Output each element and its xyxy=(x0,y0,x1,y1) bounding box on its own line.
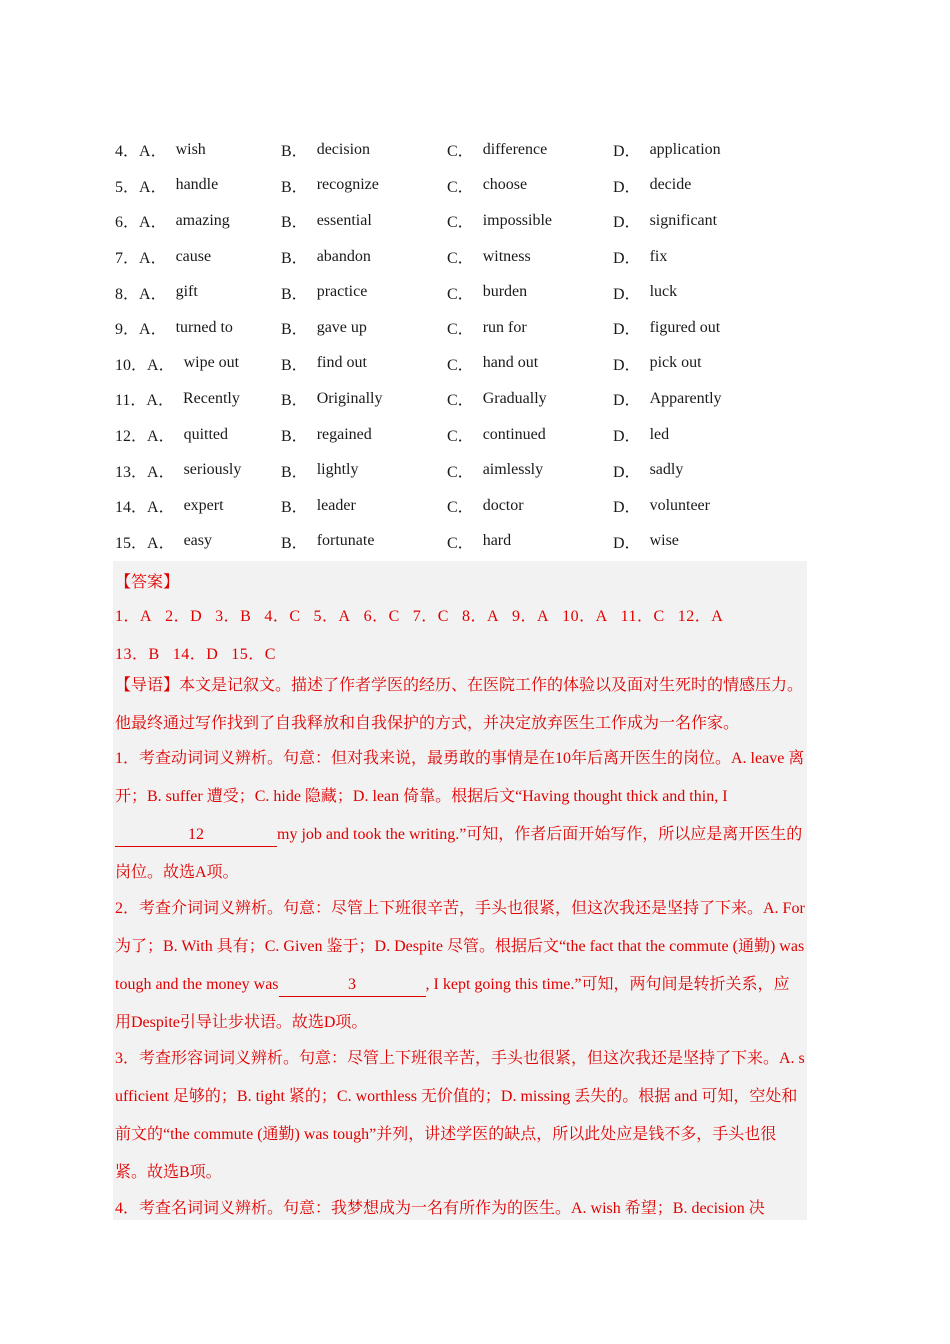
option-letter: D． xyxy=(613,356,641,374)
option-letter: D． xyxy=(613,214,641,232)
option-d xyxy=(613,281,813,304)
option-text: easy xyxy=(183,532,213,550)
explanation-2-post: , I kept going this time.”可知，两句间是转折关系，应用Despite引导让步状语。故选D项。 xyxy=(115,976,790,1031)
option-letter: B． xyxy=(281,321,308,339)
option-letter: C． xyxy=(447,250,474,268)
option-row xyxy=(115,381,815,417)
option-text: leader xyxy=(316,496,356,514)
option-text: essential xyxy=(316,211,372,229)
question-number: 7． xyxy=(115,250,140,268)
option-text: Recently xyxy=(182,389,240,407)
option-row xyxy=(115,203,815,239)
option-b xyxy=(281,530,447,553)
option-letter: B． xyxy=(281,534,308,552)
option-text: lightly xyxy=(316,461,359,479)
answer-item: 9．A xyxy=(512,608,550,625)
option-letter: A． xyxy=(139,214,167,232)
option-letter: B． xyxy=(281,499,308,517)
option-text: expert xyxy=(183,496,224,514)
option-a xyxy=(115,387,281,410)
guide-paragraph xyxy=(115,667,805,743)
question-number: 6． xyxy=(115,214,140,232)
option-text: doctor xyxy=(482,496,524,514)
option-b xyxy=(281,387,447,410)
option-text: burden xyxy=(482,283,528,301)
option-letter: B． xyxy=(281,250,308,268)
option-letter: B． xyxy=(281,463,308,481)
option-row xyxy=(115,417,815,453)
option-b xyxy=(281,316,447,339)
option-d xyxy=(613,245,813,268)
option-letter: C． xyxy=(447,321,474,339)
option-text: volunteer xyxy=(649,496,710,514)
option-text: led xyxy=(649,425,670,443)
option-text: wise xyxy=(649,532,679,550)
option-row xyxy=(115,524,815,560)
option-c xyxy=(447,138,613,161)
question-number: 14． xyxy=(115,499,148,517)
option-b xyxy=(281,352,447,375)
option-letter: A． xyxy=(139,143,167,161)
option-letter: A． xyxy=(147,534,175,552)
options-list xyxy=(115,132,815,559)
option-text: difference xyxy=(482,140,548,158)
option-letter: D． xyxy=(613,534,641,552)
option-letter: D． xyxy=(613,285,641,303)
answer-item: 7．C xyxy=(412,608,449,625)
answer-item: 14．D xyxy=(172,646,219,663)
option-letter: C． xyxy=(447,356,474,374)
guide-label: 【导语】 xyxy=(115,677,180,694)
option-d xyxy=(613,530,813,553)
option-text: hard xyxy=(482,532,512,550)
option-text: turned to xyxy=(175,318,233,336)
option-letter: B． xyxy=(281,356,308,374)
option-text: wish xyxy=(175,140,206,158)
option-text: run for xyxy=(482,318,527,336)
option-c xyxy=(447,316,613,339)
option-text: fortunate xyxy=(316,532,375,550)
option-letter: A． xyxy=(147,356,175,374)
option-text: Originally xyxy=(316,389,383,407)
option-letter: A． xyxy=(139,178,167,196)
option-b xyxy=(281,423,447,446)
option-letter: C． xyxy=(447,428,474,446)
question-number: 10． xyxy=(115,356,148,374)
option-letter: D． xyxy=(613,321,641,339)
option-text: fix xyxy=(649,247,668,265)
option-text: application xyxy=(649,140,721,158)
explanation-2-pre: 2．考查介词词义辨析。句意：尽管上下班很辛苦，手头也很紧，但这次我还是坚持了下来。A. For 为了；B. With 具有；C. Given 鉴于；D. Despite 尽管。根据后文“the fact that the commute (通勤) was tough and the money was xyxy=(115,900,805,993)
explanation-1 xyxy=(115,740,805,892)
option-row xyxy=(115,310,815,346)
answer-item: 4．C xyxy=(264,608,301,625)
answer-item: 10．A xyxy=(562,608,608,625)
answer-item: 1．A xyxy=(115,608,153,625)
option-a xyxy=(115,174,281,197)
option-row xyxy=(115,452,815,488)
option-letter: D． xyxy=(613,499,641,517)
option-letter: C． xyxy=(447,178,474,196)
option-text: gave up xyxy=(316,318,367,336)
option-text: seriously xyxy=(183,461,242,479)
option-letter: A． xyxy=(139,321,167,339)
option-letter: A． xyxy=(147,499,175,517)
option-d xyxy=(613,459,813,482)
option-a xyxy=(115,281,281,304)
option-a xyxy=(115,494,281,517)
option-text: cause xyxy=(175,247,212,265)
option-c xyxy=(447,494,613,517)
option-d xyxy=(613,423,813,446)
option-row xyxy=(115,346,815,382)
option-c xyxy=(447,423,613,446)
question-number: 11． xyxy=(115,392,147,410)
explanation-1-pre: 1．考查动词词义辨析。句意：但对我来说，最勇敢的事情是在10年后离开医生的岗位。A. leave 离开；B. suffer 遭受；C. hide 隐藏；D. lean 倚靠。根据后文“Having thought thick and thin, I xyxy=(115,750,805,805)
explanation-3: 3．考查形容词词义辨析。句意：尽管上下班很辛苦，手头也很紧，但这次我还是坚持了下来。A. sufficient 足够的；B. tight 紧的；C. worthless 无价值的；D. missing 丢失的。根据 and 可知，空处和前文的“the commute (通勤) was tough”并列，讲述学医的缺点，所以此处应是钱不多，手头也很紧。故选B项。 xyxy=(115,1050,805,1181)
option-letter: D． xyxy=(613,392,641,410)
option-text: pick out xyxy=(649,354,702,372)
option-d xyxy=(613,387,813,410)
option-letter: C． xyxy=(447,499,474,517)
option-letter: C． xyxy=(447,143,474,161)
option-letter: D． xyxy=(613,143,641,161)
option-text: continued xyxy=(482,425,546,443)
option-text: figured out xyxy=(649,318,721,336)
question-number: 13． xyxy=(115,463,148,481)
option-d xyxy=(613,494,813,517)
option-c xyxy=(447,387,613,410)
option-text: sadly xyxy=(649,461,684,479)
option-d xyxy=(613,174,813,197)
option-text: hand out xyxy=(482,354,539,372)
option-a xyxy=(115,209,281,232)
option-a xyxy=(115,459,281,482)
option-text: significant xyxy=(649,211,718,229)
option-b xyxy=(281,174,447,197)
answer-item: 11．C xyxy=(620,608,665,625)
option-letter: C． xyxy=(447,534,474,552)
option-row xyxy=(115,239,815,275)
option-letter: A． xyxy=(147,463,175,481)
option-letter: D． xyxy=(613,463,641,481)
question-number: 12． xyxy=(115,428,148,446)
option-letter: C． xyxy=(447,285,474,303)
option-d xyxy=(613,138,813,161)
blank-12: 12 xyxy=(115,824,277,847)
option-text: witness xyxy=(482,247,531,265)
option-text: abandon xyxy=(316,247,371,265)
option-c xyxy=(447,174,613,197)
option-text: recognize xyxy=(316,176,379,194)
option-text: Apparently xyxy=(649,389,722,407)
option-a xyxy=(115,316,281,339)
option-letter: B． xyxy=(281,214,308,232)
answer-heading: 【答案】 xyxy=(115,574,180,591)
option-letter: B． xyxy=(281,428,308,446)
option-c xyxy=(447,209,613,232)
option-a xyxy=(115,138,281,161)
option-d xyxy=(613,209,813,232)
option-row xyxy=(115,488,815,524)
option-letter: C． xyxy=(447,463,474,481)
option-letter: A． xyxy=(139,285,167,303)
explanation-4: 4．考查名词词义辨析。句意：我梦想成为一名有所作为的医生。A. wish 希望；B. decision 决 xyxy=(115,1200,765,1217)
option-text: decide xyxy=(649,176,692,194)
option-text: decision xyxy=(316,140,371,158)
option-row xyxy=(115,132,815,168)
answer-item: 5．A xyxy=(313,608,351,625)
option-c xyxy=(447,459,613,482)
option-a xyxy=(115,423,281,446)
option-letter: A． xyxy=(147,428,175,446)
option-text: quitted xyxy=(183,425,229,443)
question-number: 8． xyxy=(115,285,140,303)
blank-3: 3 xyxy=(279,974,426,997)
option-text: aimlessly xyxy=(482,461,544,479)
option-letter: D． xyxy=(613,250,641,268)
option-b xyxy=(281,245,447,268)
answer-item: 3．B xyxy=(215,608,252,625)
answer-item: 12．A xyxy=(677,608,724,625)
option-text: handle xyxy=(175,176,219,194)
option-c xyxy=(447,245,613,268)
option-b xyxy=(281,459,447,482)
option-letter: B． xyxy=(281,392,308,410)
question-number: 4． xyxy=(115,143,140,161)
answer-item: 15．C xyxy=(231,646,276,663)
option-text: choose xyxy=(482,176,528,194)
option-text: impossible xyxy=(482,211,553,229)
option-d xyxy=(613,316,813,339)
explanation-1-post: my job and took the writing.”可知，作者后面开始写作，所以应是离开医生的岗位。故选A项。 xyxy=(115,826,803,881)
answer-item: 6．C xyxy=(363,608,400,625)
option-text: find out xyxy=(316,354,367,372)
option-c xyxy=(447,281,613,304)
answer-section xyxy=(113,561,807,1220)
option-letter: B． xyxy=(281,178,308,196)
option-d xyxy=(613,352,813,375)
option-text: wipe out xyxy=(183,354,240,372)
option-letter: D． xyxy=(613,428,641,446)
option-text: Gradually xyxy=(482,389,547,407)
option-a xyxy=(115,245,281,268)
option-a xyxy=(115,530,281,553)
option-b xyxy=(281,209,447,232)
option-letter: B． xyxy=(281,285,308,303)
option-b xyxy=(281,138,447,161)
option-letter: A． xyxy=(146,392,174,410)
option-letter: C． xyxy=(447,214,474,232)
option-letter: C． xyxy=(447,392,474,410)
option-text: regained xyxy=(316,425,372,443)
question-number: 5． xyxy=(115,178,140,196)
option-c xyxy=(447,530,613,553)
option-c xyxy=(447,352,613,375)
option-letter: B． xyxy=(281,143,308,161)
answer-row-1 xyxy=(115,603,736,626)
answer-item: 13．B xyxy=(115,646,160,663)
option-row xyxy=(115,274,815,310)
option-a xyxy=(115,352,281,375)
option-text: gift xyxy=(175,283,198,301)
option-b xyxy=(281,494,447,517)
option-b xyxy=(281,281,447,304)
option-text: luck xyxy=(649,283,678,301)
guide-text: 本文是记叙文。描述了作者学医的经历、在医院工作的体验以及面对生死时的情感压力。他最终通过写作找到了自我释放和自我保护的方式，并决定放弃医生工作成为一名作家。 xyxy=(115,677,804,732)
answer-row-2 xyxy=(115,641,289,664)
question-number: 15． xyxy=(115,534,148,552)
question-number: 9． xyxy=(115,321,140,339)
option-text: practice xyxy=(316,283,368,301)
answer-item: 2．D xyxy=(165,608,203,625)
explanation-2 xyxy=(115,890,805,1042)
option-letter: D． xyxy=(613,178,641,196)
answer-item: 8．A xyxy=(461,608,499,625)
option-row xyxy=(115,168,815,204)
option-text: amazing xyxy=(175,211,230,229)
option-letter: A． xyxy=(139,250,167,268)
